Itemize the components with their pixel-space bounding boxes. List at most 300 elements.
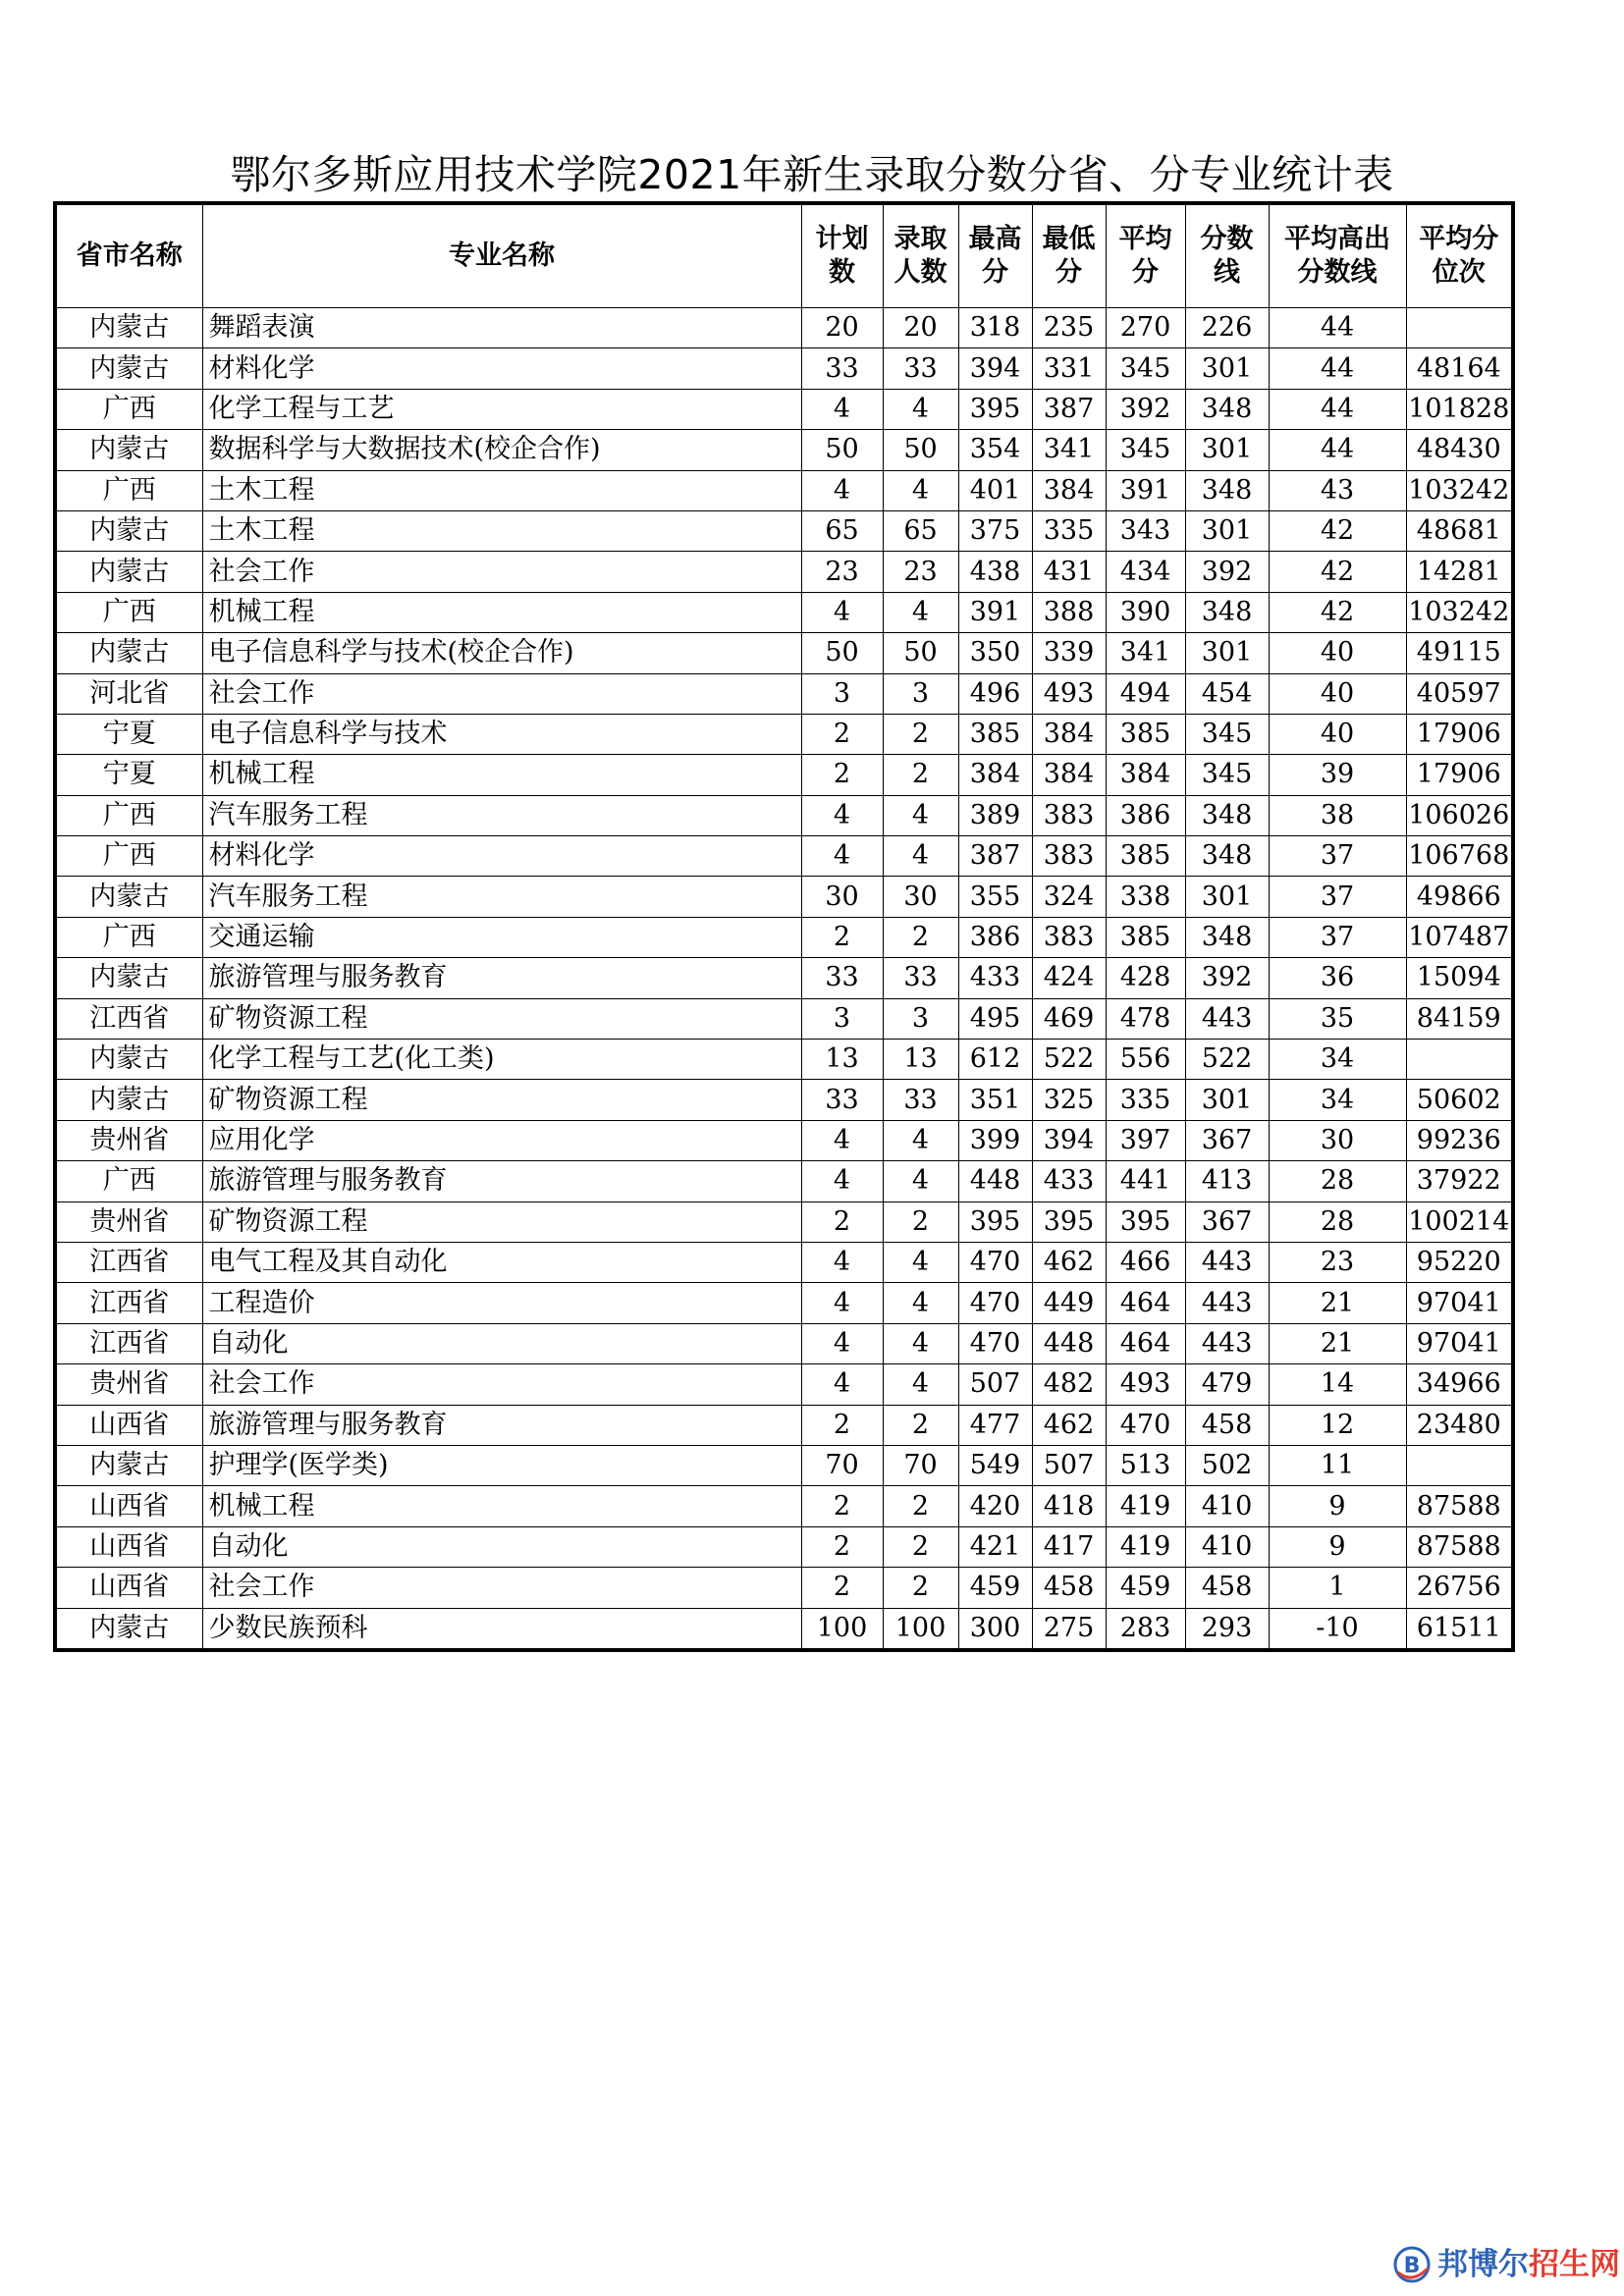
table-row xyxy=(55,1242,1513,1282)
cell-min: 384 xyxy=(1032,755,1106,795)
cell-above: 44 xyxy=(1269,348,1406,389)
cell-line: 392 xyxy=(1185,552,1269,592)
cell-rank: 87588 xyxy=(1406,1526,1513,1567)
table-row xyxy=(55,1161,1513,1201)
cell-line: 301 xyxy=(1185,633,1269,673)
site-logo-icon xyxy=(1392,2245,1432,2284)
cell-avg: 391 xyxy=(1106,470,1185,510)
table-row xyxy=(55,633,1513,673)
cell-major: 社会工作 xyxy=(202,673,801,714)
cell-plan: 33 xyxy=(801,1080,883,1120)
page-title: 鄂尔多斯应用技术学院2021年新生录取分数分省、分专业统计表 xyxy=(230,151,1394,198)
cell-above: 44 xyxy=(1269,430,1406,470)
cell-major: 工程造价 xyxy=(202,1283,801,1323)
cell-above: 40 xyxy=(1269,673,1406,714)
cell-rank: 49866 xyxy=(1406,877,1513,917)
cell-admitted: 30 xyxy=(883,877,958,917)
cell-line: 443 xyxy=(1185,998,1269,1039)
cell-plan: 2 xyxy=(801,1568,883,1608)
cell-plan: 4 xyxy=(801,1283,883,1323)
cell-province: 内蒙古 xyxy=(55,308,202,348)
cell-max: 391 xyxy=(958,592,1032,632)
cell-major: 社会工作 xyxy=(202,1364,801,1405)
cell-plan: 23 xyxy=(801,552,883,592)
cell-above: 44 xyxy=(1269,389,1406,429)
cell-line: 443 xyxy=(1185,1242,1269,1282)
table-row xyxy=(55,795,1513,835)
cell-rank: 48681 xyxy=(1406,510,1513,551)
cell-province: 贵州省 xyxy=(55,1120,202,1160)
cell-province: 广西 xyxy=(55,795,202,835)
cell-plan: 2 xyxy=(801,1486,883,1526)
cell-admitted: 4 xyxy=(883,389,958,429)
table-row xyxy=(55,673,1513,714)
cell-plan: 13 xyxy=(801,1040,883,1080)
cell-max: 549 xyxy=(958,1445,1032,1485)
cell-major: 机械工程 xyxy=(202,755,801,795)
cell-rank: 26756 xyxy=(1406,1568,1513,1608)
cell-line: 345 xyxy=(1185,755,1269,795)
cell-max: 470 xyxy=(958,1323,1032,1363)
cell-province: 山西省 xyxy=(55,1526,202,1567)
cell-rank: 99236 xyxy=(1406,1120,1513,1160)
cell-major: 土木工程 xyxy=(202,510,801,551)
cell-above: 14 xyxy=(1269,1364,1406,1405)
cell-min: 387 xyxy=(1032,389,1106,429)
cell-line: 293 xyxy=(1185,1608,1269,1650)
cell-plan: 2 xyxy=(801,917,883,957)
cell-admitted: 3 xyxy=(883,673,958,714)
cell-province: 宁夏 xyxy=(55,714,202,754)
cell-min: 384 xyxy=(1032,714,1106,754)
cell-max: 477 xyxy=(958,1405,1032,1445)
header-province: 省市名称 xyxy=(55,203,202,308)
cell-province: 江西省 xyxy=(55,1283,202,1323)
cell-max: 612 xyxy=(958,1040,1032,1080)
cell-province: 广西 xyxy=(55,592,202,632)
cell-min: 493 xyxy=(1032,673,1106,714)
cell-above: 39 xyxy=(1269,755,1406,795)
cell-rank: 107487 xyxy=(1406,917,1513,957)
cell-plan: 100 xyxy=(801,1608,883,1650)
cell-plan: 4 xyxy=(801,836,883,877)
cell-plan: 2 xyxy=(801,755,883,795)
cell-min: 395 xyxy=(1032,1201,1106,1242)
cell-province: 广西 xyxy=(55,1161,202,1201)
cell-rank xyxy=(1406,1445,1513,1485)
cell-max: 420 xyxy=(958,1486,1032,1526)
cell-above: 42 xyxy=(1269,552,1406,592)
cell-rank: 48164 xyxy=(1406,348,1513,389)
cell-plan: 30 xyxy=(801,877,883,917)
cell-line: 502 xyxy=(1185,1445,1269,1485)
table-row xyxy=(55,714,1513,754)
cell-max: 385 xyxy=(958,714,1032,754)
cell-rank: 14281 xyxy=(1406,552,1513,592)
cell-min: 388 xyxy=(1032,592,1106,632)
cell-max: 433 xyxy=(958,958,1032,998)
cell-max: 495 xyxy=(958,998,1032,1039)
cell-above: 28 xyxy=(1269,1201,1406,1242)
admission-scores-table xyxy=(53,201,1515,1652)
cell-max: 401 xyxy=(958,470,1032,510)
cell-major: 电气工程及其自动化 xyxy=(202,1242,801,1282)
cell-province: 江西省 xyxy=(55,1242,202,1282)
cell-province: 内蒙古 xyxy=(55,1080,202,1120)
cell-avg: 283 xyxy=(1106,1608,1185,1650)
cell-min: 448 xyxy=(1032,1323,1106,1363)
cell-above: 11 xyxy=(1269,1445,1406,1485)
cell-avg: 345 xyxy=(1106,348,1185,389)
cell-plan: 2 xyxy=(801,714,883,754)
cell-province: 内蒙古 xyxy=(55,1040,202,1080)
cell-line: 413 xyxy=(1185,1161,1269,1201)
table-row xyxy=(55,1283,1513,1323)
header-major: 专业名称 xyxy=(202,203,801,308)
cell-line: 410 xyxy=(1185,1526,1269,1567)
cell-avg: 385 xyxy=(1106,917,1185,957)
cell-admitted: 2 xyxy=(883,917,958,957)
cell-avg: 494 xyxy=(1106,673,1185,714)
cell-rank: 15094 xyxy=(1406,958,1513,998)
cell-plan: 4 xyxy=(801,1120,883,1160)
cell-min: 424 xyxy=(1032,958,1106,998)
cell-line: 348 xyxy=(1185,470,1269,510)
table-row xyxy=(55,1405,1513,1445)
cell-max: 459 xyxy=(958,1568,1032,1608)
table-row xyxy=(55,430,1513,470)
cell-plan: 4 xyxy=(801,795,883,835)
cell-min: 275 xyxy=(1032,1608,1106,1650)
cell-major: 社会工作 xyxy=(202,552,801,592)
cell-admitted: 2 xyxy=(883,714,958,754)
cell-avg: 341 xyxy=(1106,633,1185,673)
cell-admitted: 4 xyxy=(883,795,958,835)
cell-max: 395 xyxy=(958,1201,1032,1242)
watermark-text: 邦博尔招生网 xyxy=(1437,2247,1620,2282)
cell-avg: 335 xyxy=(1106,1080,1185,1120)
cell-avg: 384 xyxy=(1106,755,1185,795)
cell-major: 电子信息科学与技术(校企合作) xyxy=(202,633,801,673)
cell-admitted: 13 xyxy=(883,1040,958,1080)
cell-min: 449 xyxy=(1032,1283,1106,1323)
cell-rank: 87588 xyxy=(1406,1486,1513,1526)
table-row xyxy=(55,998,1513,1039)
cell-min: 469 xyxy=(1032,998,1106,1039)
cell-major: 护理学(医学类) xyxy=(202,1445,801,1485)
cell-line: 522 xyxy=(1185,1040,1269,1080)
cell-line: 226 xyxy=(1185,308,1269,348)
cell-admitted: 2 xyxy=(883,1486,958,1526)
cell-plan: 3 xyxy=(801,673,883,714)
cell-above: 23 xyxy=(1269,1242,1406,1282)
cell-province: 广西 xyxy=(55,836,202,877)
table-row xyxy=(55,1486,1513,1526)
cell-plan: 33 xyxy=(801,958,883,998)
cell-rank: 49115 xyxy=(1406,633,1513,673)
cell-admitted: 33 xyxy=(883,958,958,998)
cell-province: 广西 xyxy=(55,389,202,429)
cell-max: 507 xyxy=(958,1364,1032,1405)
cell-avg: 478 xyxy=(1106,998,1185,1039)
cell-above: 21 xyxy=(1269,1323,1406,1363)
cell-admitted: 70 xyxy=(883,1445,958,1485)
cell-above: 40 xyxy=(1269,633,1406,673)
cell-major: 电子信息科学与技术 xyxy=(202,714,801,754)
cell-line: 367 xyxy=(1185,1120,1269,1160)
cell-admitted: 33 xyxy=(883,348,958,389)
cell-rank: 97041 xyxy=(1406,1283,1513,1323)
cell-line: 301 xyxy=(1185,510,1269,551)
cell-min: 383 xyxy=(1032,795,1106,835)
cell-line: 348 xyxy=(1185,795,1269,835)
cell-plan: 50 xyxy=(801,430,883,470)
cell-max: 384 xyxy=(958,755,1032,795)
cell-min: 331 xyxy=(1032,348,1106,389)
cell-plan: 20 xyxy=(801,308,883,348)
cell-min: 462 xyxy=(1032,1405,1106,1445)
cell-min: 431 xyxy=(1032,552,1106,592)
cell-rank: 50602 xyxy=(1406,1080,1513,1120)
cell-rank: 34966 xyxy=(1406,1364,1513,1405)
table-body xyxy=(55,308,1513,1650)
cell-major: 机械工程 xyxy=(202,1486,801,1526)
cell-rank: 95220 xyxy=(1406,1242,1513,1282)
cell-min: 235 xyxy=(1032,308,1106,348)
cell-avg: 493 xyxy=(1106,1364,1185,1405)
cell-min: 324 xyxy=(1032,877,1106,917)
cell-major: 材料化学 xyxy=(202,348,801,389)
cell-plan: 2 xyxy=(801,1201,883,1242)
cell-line: 345 xyxy=(1185,714,1269,754)
cell-above: 43 xyxy=(1269,470,1406,510)
cell-rank: 17906 xyxy=(1406,714,1513,754)
cell-plan: 4 xyxy=(801,1242,883,1282)
cell-above: 42 xyxy=(1269,510,1406,551)
cell-province: 河北省 xyxy=(55,673,202,714)
cell-major: 机械工程 xyxy=(202,592,801,632)
cell-avg: 397 xyxy=(1106,1120,1185,1160)
cell-admitted: 4 xyxy=(883,592,958,632)
cell-admitted: 23 xyxy=(883,552,958,592)
cell-rank: 23480 xyxy=(1406,1405,1513,1445)
cell-line: 443 xyxy=(1185,1323,1269,1363)
table-row xyxy=(55,917,1513,957)
table-row xyxy=(55,1568,1513,1608)
cell-max: 421 xyxy=(958,1526,1032,1567)
cell-avg: 338 xyxy=(1106,877,1185,917)
cell-plan: 4 xyxy=(801,1364,883,1405)
cell-major: 数据科学与大数据技术(校企合作) xyxy=(202,430,801,470)
table-row xyxy=(55,308,1513,348)
cell-major: 矿物资源工程 xyxy=(202,1201,801,1242)
cell-line: 348 xyxy=(1185,836,1269,877)
header-max-score: 最高 分 xyxy=(958,203,1032,308)
table-row xyxy=(55,1364,1513,1405)
cell-line: 301 xyxy=(1185,1080,1269,1120)
cell-avg: 419 xyxy=(1106,1486,1185,1526)
cell-min: 462 xyxy=(1032,1242,1106,1282)
cell-major: 社会工作 xyxy=(202,1568,801,1608)
cell-avg: 470 xyxy=(1106,1405,1185,1445)
cell-admitted: 65 xyxy=(883,510,958,551)
table-row xyxy=(55,1608,1513,1650)
cell-admitted: 3 xyxy=(883,998,958,1039)
cell-min: 482 xyxy=(1032,1364,1106,1405)
cell-above: 44 xyxy=(1269,308,1406,348)
cell-province: 贵州省 xyxy=(55,1201,202,1242)
cell-province: 广西 xyxy=(55,470,202,510)
cell-above: -10 xyxy=(1269,1608,1406,1650)
cell-rank: 17906 xyxy=(1406,755,1513,795)
cell-max: 375 xyxy=(958,510,1032,551)
cell-rank: 106026 xyxy=(1406,795,1513,835)
cell-province: 广西 xyxy=(55,917,202,957)
cell-plan: 50 xyxy=(801,633,883,673)
cell-avg: 513 xyxy=(1106,1445,1185,1485)
header-admitted: 录取 人数 xyxy=(883,203,958,308)
table-row xyxy=(55,1040,1513,1080)
cell-major: 汽车服务工程 xyxy=(202,877,801,917)
cell-avg: 441 xyxy=(1106,1161,1185,1201)
table-row xyxy=(55,1201,1513,1242)
cell-admitted: 50 xyxy=(883,633,958,673)
cell-line: 410 xyxy=(1185,1486,1269,1526)
cell-admitted: 4 xyxy=(883,1323,958,1363)
table-row xyxy=(55,1526,1513,1567)
cell-min: 325 xyxy=(1032,1080,1106,1120)
cell-rank: 101828 xyxy=(1406,389,1513,429)
cell-max: 351 xyxy=(958,1080,1032,1120)
cell-min: 507 xyxy=(1032,1445,1106,1485)
cell-plan: 4 xyxy=(801,1323,883,1363)
cell-admitted: 4 xyxy=(883,1242,958,1282)
table-row xyxy=(55,552,1513,592)
cell-avg: 464 xyxy=(1106,1323,1185,1363)
cell-province: 内蒙古 xyxy=(55,348,202,389)
table-row xyxy=(55,1120,1513,1160)
table-row xyxy=(55,1080,1513,1120)
cell-rank xyxy=(1406,1040,1513,1080)
table-row xyxy=(55,348,1513,389)
cell-max: 470 xyxy=(958,1242,1032,1282)
logo-letter: B xyxy=(1403,2254,1421,2278)
cell-province: 内蒙古 xyxy=(55,877,202,917)
cell-min: 383 xyxy=(1032,917,1106,957)
cell-above: 28 xyxy=(1269,1161,1406,1201)
cell-province: 内蒙古 xyxy=(55,958,202,998)
cell-rank: 48430 xyxy=(1406,430,1513,470)
cell-max: 470 xyxy=(958,1283,1032,1323)
cell-admitted: 4 xyxy=(883,1161,958,1201)
cell-avg: 464 xyxy=(1106,1283,1185,1323)
site-watermark xyxy=(1392,2245,1620,2284)
cell-min: 335 xyxy=(1032,510,1106,551)
cell-province: 内蒙古 xyxy=(55,633,202,673)
table-row xyxy=(55,592,1513,632)
cell-min: 433 xyxy=(1032,1161,1106,1201)
cell-major: 应用化学 xyxy=(202,1120,801,1160)
cell-above: 9 xyxy=(1269,1526,1406,1567)
table-row xyxy=(55,836,1513,877)
cell-province: 内蒙古 xyxy=(55,1445,202,1485)
header-avg-rank: 平均分 位次 xyxy=(1406,203,1513,308)
cell-admitted: 2 xyxy=(883,1405,958,1445)
cell-plan: 4 xyxy=(801,592,883,632)
table-row xyxy=(55,755,1513,795)
cell-line: 367 xyxy=(1185,1201,1269,1242)
cell-admitted: 2 xyxy=(883,1526,958,1567)
cell-major: 化学工程与工艺 xyxy=(202,389,801,429)
cell-max: 318 xyxy=(958,308,1032,348)
cell-line: 458 xyxy=(1185,1568,1269,1608)
cell-major: 旅游管理与服务教育 xyxy=(202,1161,801,1201)
cell-major: 旅游管理与服务教育 xyxy=(202,958,801,998)
cell-province: 内蒙古 xyxy=(55,1608,202,1650)
cell-major: 交通运输 xyxy=(202,917,801,957)
cell-min: 339 xyxy=(1032,633,1106,673)
cell-max: 394 xyxy=(958,348,1032,389)
cell-max: 395 xyxy=(958,389,1032,429)
cell-above: 1 xyxy=(1269,1568,1406,1608)
cell-admitted: 4 xyxy=(883,470,958,510)
cell-above: 37 xyxy=(1269,917,1406,957)
cell-above: 12 xyxy=(1269,1405,1406,1445)
cell-admitted: 2 xyxy=(883,1201,958,1242)
table-row xyxy=(55,389,1513,429)
cell-rank: 100214 xyxy=(1406,1201,1513,1242)
cell-min: 522 xyxy=(1032,1040,1106,1080)
cell-rank: 40597 xyxy=(1406,673,1513,714)
cell-above: 37 xyxy=(1269,836,1406,877)
cell-plan: 4 xyxy=(801,389,883,429)
cell-min: 383 xyxy=(1032,836,1106,877)
cell-line: 348 xyxy=(1185,917,1269,957)
cell-major: 少数民族预科 xyxy=(202,1608,801,1650)
cell-min: 394 xyxy=(1032,1120,1106,1160)
cell-admitted: 100 xyxy=(883,1608,958,1650)
cell-admitted: 50 xyxy=(883,430,958,470)
table-row xyxy=(55,1323,1513,1363)
cell-admitted: 33 xyxy=(883,1080,958,1120)
cell-rank: 106768 xyxy=(1406,836,1513,877)
cell-above: 9 xyxy=(1269,1486,1406,1526)
cell-province: 内蒙古 xyxy=(55,430,202,470)
cell-max: 438 xyxy=(958,552,1032,592)
cell-avg: 434 xyxy=(1106,552,1185,592)
cell-avg: 270 xyxy=(1106,308,1185,348)
cell-major: 自动化 xyxy=(202,1323,801,1363)
cell-min: 341 xyxy=(1032,430,1106,470)
cell-avg: 386 xyxy=(1106,795,1185,835)
cell-min: 458 xyxy=(1032,1568,1106,1608)
cell-line: 458 xyxy=(1185,1405,1269,1445)
table-row xyxy=(55,470,1513,510)
cell-avg: 419 xyxy=(1106,1526,1185,1567)
cell-avg: 392 xyxy=(1106,389,1185,429)
table-row xyxy=(55,510,1513,551)
cell-plan: 4 xyxy=(801,1161,883,1201)
cell-province: 山西省 xyxy=(55,1486,202,1526)
cell-min: 384 xyxy=(1032,470,1106,510)
cell-province: 江西省 xyxy=(55,1323,202,1363)
cell-min: 418 xyxy=(1032,1486,1106,1526)
cell-avg: 395 xyxy=(1106,1201,1185,1242)
cell-line: 348 xyxy=(1185,592,1269,632)
cell-admitted: 4 xyxy=(883,1120,958,1160)
cell-line: 392 xyxy=(1185,958,1269,998)
cell-avg: 459 xyxy=(1106,1568,1185,1608)
